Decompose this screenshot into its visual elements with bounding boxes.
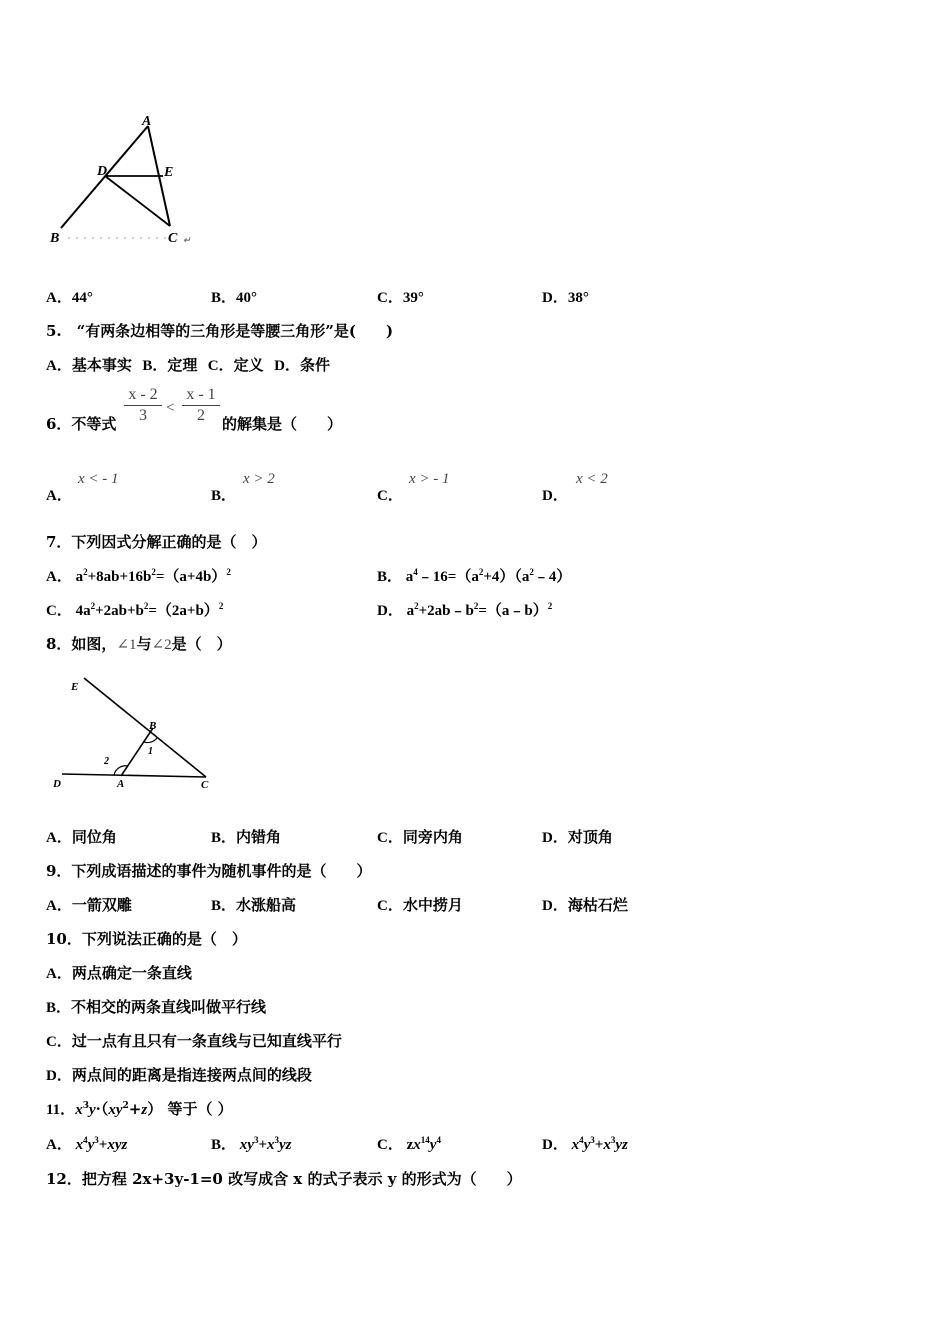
q8-option-c: C．同旁内角 [377, 828, 463, 846]
label-A: A [142, 114, 152, 129]
q5-options: A．基本事实 B．定理 C．定义 D．条件 [46, 356, 330, 374]
q6-option-d-value: x < 2 [576, 471, 608, 487]
label-2: 2 [104, 756, 109, 767]
q4-option-c: C．39° [377, 290, 424, 306]
q11-stem: 11．$x^3y\cdot(xy^2+z)$ 等于（ ） [46, 1100, 233, 1118]
q6-option-b-value: x > 2 [243, 471, 275, 487]
q8-option-b: B．内错角 [211, 828, 282, 846]
q6-fraction-right: x - 1 2 [182, 386, 220, 425]
q6-prefix: 6．不等式 [46, 415, 117, 433]
q7-option-d: D． $a^2+2ab﹣b^2=(a﹣b)^2$ [377, 601, 553, 619]
q9-option-d: D．海枯石烂 [542, 896, 628, 914]
q6-less-than: < [166, 400, 175, 416]
triangle-figure [40, 110, 210, 250]
label-B: B [149, 720, 157, 732]
q7-stem: 7．下列因式分解正确的是（ ） [46, 533, 267, 551]
q9-option-a: A．一箭双雕 [46, 896, 132, 914]
q11-option-b: B． $xy^3+x^3yz$ [211, 1135, 292, 1153]
q6-suffix: 的解集是（ ） [222, 415, 343, 433]
q10-option-a: A．两点确定一条直线 [46, 964, 192, 982]
q4-option-b: B．40° [211, 290, 258, 306]
q11-option-c: C． $zx^{14}y^4$ [377, 1135, 441, 1153]
q7-option-b: B． $a^4﹣16=(a^2+4)(a^2﹣4)$ [377, 567, 572, 585]
q6-option-a-key: A． [46, 488, 72, 504]
q6-option-a-value: x < - 1 [78, 471, 119, 487]
label-C: C [168, 231, 178, 246]
label-1: 1 [148, 746, 153, 757]
q7-option-a: A． $a^2+8ab+16b^2=(a+4b)^2$ [46, 567, 231, 585]
q8-stem: 8．如图，∠1与∠2是（ ） [46, 635, 232, 653]
q6-option-c-key: C． [377, 488, 403, 504]
q6-option-d-key: D． [542, 488, 568, 504]
q10-option-c: C．过一点有且只有一条直线与已知直线平行 [46, 1032, 342, 1050]
q8-option-a: A．同位角 [46, 828, 117, 846]
return-mark: ↵ [183, 235, 191, 245]
q10-option-d: D．两点间的距离是指连接两点间的线段 [46, 1066, 312, 1084]
label-D: D [53, 778, 61, 790]
q12-stem: 12．把方程 2x+3y-1=0 改写成含 x 的式子表示 y 的形式为（ ） [46, 1170, 522, 1188]
q6-option-b-key: B． [211, 488, 237, 504]
q4-option-d: D．38° [542, 290, 589, 306]
q6-option-c-value: x > - 1 [409, 471, 450, 487]
label-B: B [50, 231, 60, 246]
q9-option-c: C．水中捞月 [377, 896, 463, 914]
q9-stem: 9．下列成语描述的事件为随机事件的是（ ） [46, 862, 372, 880]
q10-option-b: B．不相交的两条直线叫做平行线 [46, 998, 267, 1016]
label-A: A [117, 778, 125, 790]
q4-option-a: A．44° [46, 290, 93, 306]
q7-option-c: C． $4a^2+2ab+b^2=(2a+b)^2$ [46, 601, 224, 619]
q8-option-d: D．对顶角 [542, 828, 613, 846]
angle-figure [44, 668, 224, 798]
label-E: E [71, 681, 79, 693]
label-E: E [164, 165, 174, 180]
q6-fraction-left: x - 2 3 [124, 386, 162, 425]
q9-option-b: B．水涨船高 [211, 896, 297, 914]
label-C: C [201, 779, 209, 791]
q5-stem: 5. “有两条边相等的三角形是等腰三角形”是( ) [46, 322, 394, 340]
q10-stem: 10．下列说法正确的是（ ） [46, 930, 247, 948]
q11-option-d: D． $x^4y^3+x^3yz$ [542, 1135, 628, 1153]
q11-option-a: A． $x^4y^3+xyz$ [46, 1135, 128, 1153]
label-D: D [97, 164, 108, 179]
